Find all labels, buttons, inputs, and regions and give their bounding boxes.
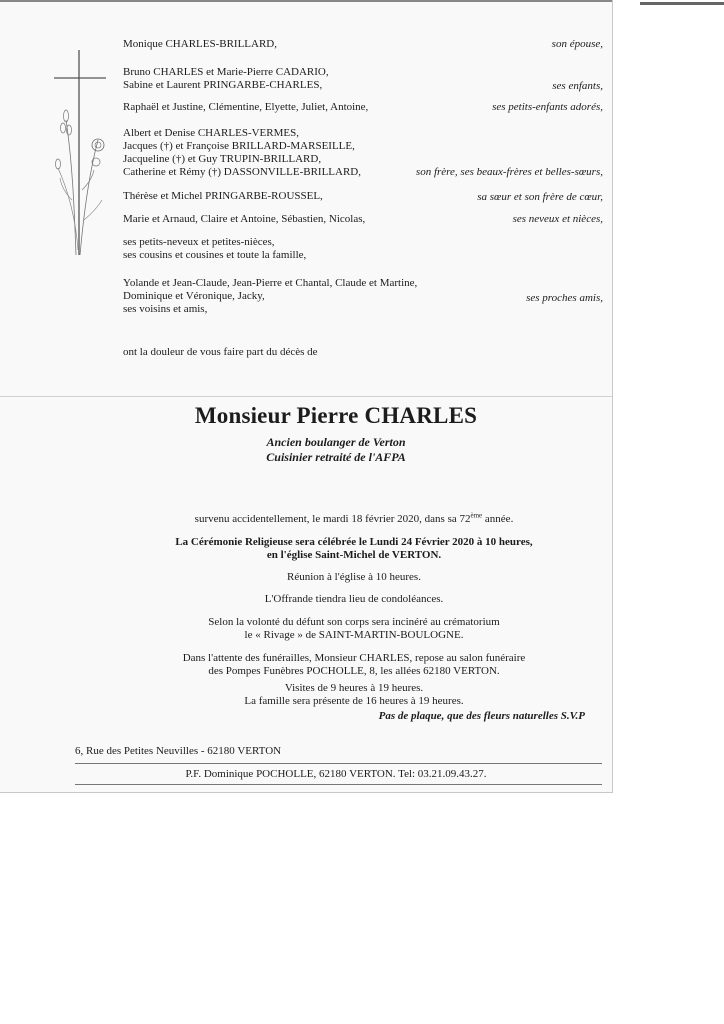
announcement-text: ont la douleur de vous faire part du décès de — [123, 346, 318, 358]
family-line: ses cousins et cousines et toute la famille, — [123, 249, 307, 261]
family-line: Raphaël et Justine, Clémentine, Elyette, Juliet, Antoine, — [123, 101, 369, 113]
divider — [75, 784, 602, 785]
family-line: Albert et Denise CHARLES-VERMES, — [123, 127, 299, 139]
death-notice: survenu accidentellement, le mardi 18 février 2020, dans sa 72ème année. — [194, 511, 514, 525]
family-line: ses voisins et amis, — [123, 303, 208, 315]
cross-with-flowers-icon — [46, 50, 116, 260]
family-line: Dominique et Véronique, Jacky, — [123, 290, 265, 302]
family-line: Bruno CHARLES et Marie-Pierre CADARIO, — [123, 66, 329, 78]
rest-line: Dans l'attente des funérailles, Monsieur CHARLES, repose au salon funéraire — [182, 652, 526, 664]
cremation-line: le « Rivage » de SAINT-MARTIN-BOULOGNE. — [244, 629, 464, 641]
ceremony-line: en l'église Saint-Michel de VERTON. — [266, 549, 442, 561]
family-line: Marie et Arnaud, Claire et Antoine, Sébastien, Nicolas, — [123, 213, 366, 225]
family-line: Jacqueline (†) et Guy TRUPIN-BRILLARD, — [123, 153, 322, 165]
offering-text: L'Offrande tiendra lieu de condoléances. — [264, 593, 444, 605]
family-line: ses petits-neveux et petites-nièces, — [123, 236, 275, 248]
cremation-line: Selon la volonté du défunt son corps sera incinéré au crématorium — [208, 616, 500, 628]
family-present-text: La famille sera présente de 16 heures à 19 heures. — [244, 695, 464, 707]
family-line: Sabine et Laurent PRINGARBE-CHARLES, — [123, 79, 323, 91]
rest-line: des Pompes Funèbres POCHOLLE, 8, les allées 62180 VERTON. — [208, 665, 500, 677]
family-role: ses petits-enfants adorés, — [492, 101, 603, 113]
visits-text: Visites de 9 heures à 19 heures. — [284, 682, 424, 694]
family-role: son épouse, — [551, 38, 603, 50]
family-role: ses enfants, — [552, 80, 603, 92]
family-role: ses proches amis, — [526, 292, 603, 304]
family-role: ses neveux et nièces, — [512, 213, 603, 225]
deceased-name: Monsieur Pierre CHARLES — [194, 403, 478, 428]
family-line: Yolande et Jean-Claude, Jean-Pierre et Chantal, Claude et Martine, — [123, 277, 418, 289]
deceased-title: Cuisinier retraité de l'AFPA — [266, 450, 406, 464]
fold-line — [0, 396, 612, 397]
divider — [75, 763, 602, 764]
deceased-title: Ancien boulanger de Verton — [266, 435, 406, 449]
family-line: Monique CHARLES-BRILLARD, — [123, 38, 277, 50]
family-line: Jacques (†) et Françoise BRILLARD-MARSEILLE, — [123, 140, 355, 152]
top-border — [0, 0, 612, 2]
family-line: Catherine et Rémy (†) DASSONVILLE-BRILLARD, — [123, 166, 361, 178]
family-line: Thérèse et Michel PRINGARBE-ROUSSEL, — [123, 190, 323, 202]
meeting-text: Réunion à l'église à 10 heures. — [287, 571, 421, 583]
flowers-note: Pas de plaque, que des fleurs naturelles S.V.P — [378, 710, 585, 722]
funeral-home-footer: P.F. Dominique POCHOLLE, 62180 VERTON. Tel: 03.21.09.43.27. — [185, 768, 487, 780]
family-role: son frère, ses beaux-frères et belles-sœurs, — [415, 166, 603, 178]
ceremony-line: La Cérémonie Religieuse sera célébrée le Lundi 24 Février 2020 à 10 heures, — [175, 536, 533, 548]
edge-mark — [640, 2, 724, 5]
family-role: sa sœur et son frère de cœur, — [477, 191, 603, 203]
home-address: 6, Rue des Petites Neuvilles - 62180 VERTON — [75, 745, 282, 757]
